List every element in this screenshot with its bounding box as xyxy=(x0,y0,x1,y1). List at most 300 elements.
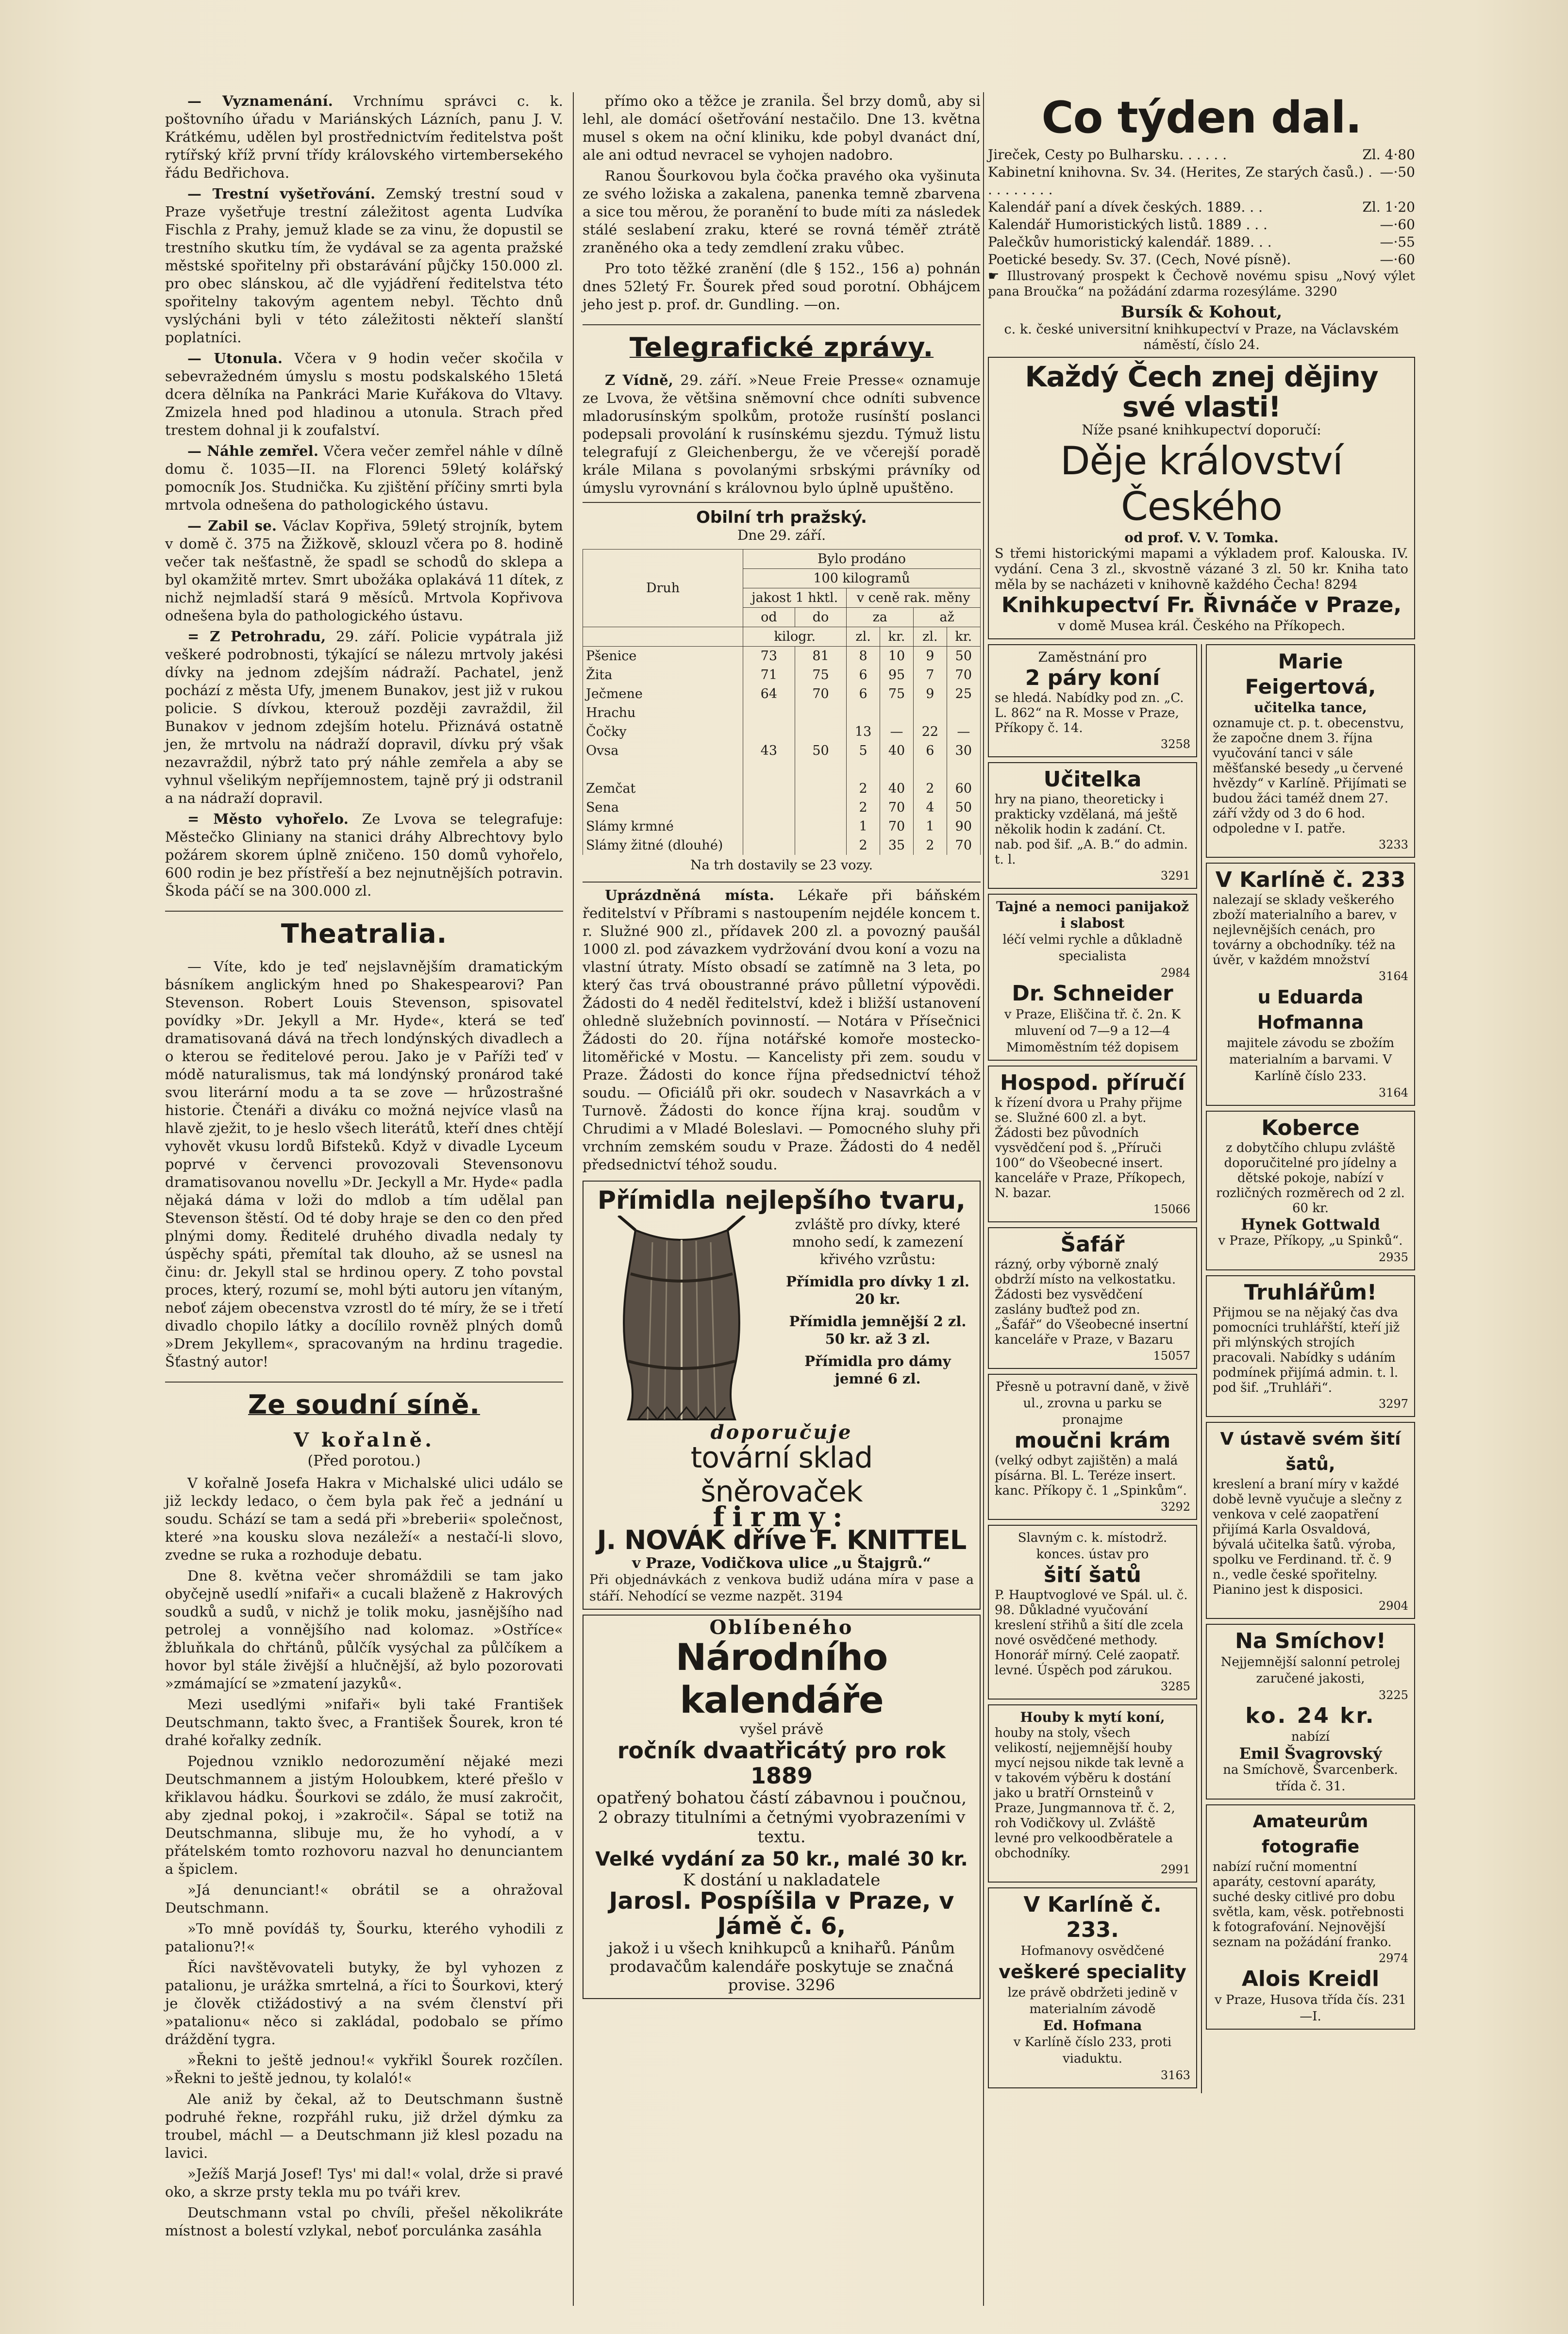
koni-t3: se hledá. Nabídky pod zn. „C. L. 862“ na R. Mosse v Praze, Příkopy č. 14. xyxy=(995,691,1184,735)
news-text: Václav Kopřiva, 59letý strojník, bytem v domě č. 375 na Žižkově, sklouzl včera po 8. hodině večer tak nešťastně, že spadl se schodů do sklepa a byl okamžitě mrtev. Smrt ubožáka oplakává 11 dítek, z nichž nejmladší stará 9 měsíců. Mrtvola Kopřivova odnešena byla do pathologického ústavu. xyxy=(165,517,563,624)
news-lead: — Trestní vyšetřování. xyxy=(187,185,376,202)
karlin-num: 3164 xyxy=(1378,969,1408,983)
news-text: Pro toto těžké zranění (dle § 152., 156 a) pohnán dnes 52letý Fr. Šourek před soud porotní. Obhájcem jeho jest p. prof. dr. Gundling. —on. xyxy=(583,260,981,313)
weekly-note: ☛ Illustrovaný prospekt k Čechově novému spisu „Nový výlet pana Broučka“ na požádání zdarma rozesýláme. 3290 xyxy=(988,269,1415,299)
calendar-l5: opatřený bohatou částí zábavnou i poučnou, 2 obrazy titulními a četnými vyobrazeními v textu. xyxy=(596,1788,967,1847)
calendar-num: 3296 xyxy=(795,1976,835,1994)
market-row xyxy=(583,666,981,684)
news-lead: Z Vídně, xyxy=(605,372,674,388)
theatralia-items xyxy=(165,958,563,1371)
market-cell-do xyxy=(795,836,847,855)
specialty-t5: Ed. Hofmana xyxy=(1043,2017,1142,2034)
market-cell-kr1: 35 xyxy=(880,836,913,855)
news-paragraph xyxy=(165,1567,563,1693)
market-cell-name: Žita xyxy=(583,666,743,684)
market-cell-do: 50 xyxy=(795,741,847,760)
ad-mouka xyxy=(988,1374,1197,1520)
market-cell-zl1: 1 xyxy=(847,817,880,836)
market-col-zl2: zl. xyxy=(914,627,947,647)
ad-smichov xyxy=(1206,1624,1415,1800)
market-cell-name: Hrachu xyxy=(583,703,743,722)
market-cell-od xyxy=(743,760,795,779)
weekly-item-title: Kalendář paní a dívek českých. 1889. . . xyxy=(988,199,1263,215)
market-col-za: za xyxy=(847,608,914,627)
mouka-t1: Přesně u potravní daně, v živě ul., zrovna u parku se pronajme xyxy=(996,1380,1189,1427)
truhlarum-num: 3297 xyxy=(1378,1397,1408,1411)
market-cell-kr1: 75 xyxy=(880,684,913,703)
houby-t2: houby na stoly, všech velikostí, nejjemnější houby mycí nejsou nikde tak levně a v takovém výběru k dostání jako u bratří Ornsteinů v Praze, Jungmannova tř. č. 2, roh Vodičkovy ul. Zvláště levné pro velkoodběratele a obchodníky. xyxy=(995,1726,1184,1861)
market-cell-do xyxy=(795,779,847,798)
tajne-t2: léčí velmi rychle a důkladně specialista xyxy=(1002,933,1183,964)
ucitelka-t1: Učitelka xyxy=(1043,767,1142,792)
news-lead: — Utonula. xyxy=(187,350,283,367)
market-cell-do xyxy=(795,817,847,836)
market-col-do: do xyxy=(795,608,847,627)
news-text: »Ježíš Marjá Josef! Tys' mi dal!« volal, drže si pravé oko, a skrze prsty tekla mu po tváři krev. xyxy=(165,2166,563,2200)
market-cell-name: Sena xyxy=(583,798,743,817)
news-text: 29. září. Policie vypátrala již veškeré podrobnosti, týkající se nálezu mrtvoly jakési dívky na jednom zdejším nádraží. Pachatel, jenž pochází z města Ufy, jmenem Bunakov, jest již v rukou policie. S dívkou, kterouž později zavraždil, žil Bunakov v jednom zdejším hotelu. Přiznává ostatně jen, že mrtvolu na nádraží dopravil, dívku prý však nezavraždil, nýbrž tato prý náhle zemřela a aby se vyhnul všelikým nepříjemnostem, tajně prý ji odstranil a na nádraží dopravil. xyxy=(165,628,563,806)
ad-corset xyxy=(583,1181,981,1610)
market-cell-od xyxy=(743,798,795,817)
weekly-firm2: c. k. české universitní knihkupectví v Praze, na Václavském náměstí, číslo 24. xyxy=(1004,322,1399,352)
column-rule xyxy=(573,92,574,2306)
news-paragraph xyxy=(165,2204,563,2240)
small-ads-right xyxy=(1206,644,1415,2093)
market-cell-kr2 xyxy=(947,703,980,722)
market-cell-kr2 xyxy=(947,760,980,779)
column-2 xyxy=(583,92,981,2004)
court-heading: Ze soudní síně. xyxy=(165,1382,563,1420)
specialty-num: 3163 xyxy=(1160,2068,1190,2082)
market-col-od: od xyxy=(743,608,795,627)
news-text: Vrchnímu správci c. k. poštovního úřadu v Mariánských Lázních, panu J. V. Krátkému, udělen byl prostřednictvím ředitelstva pošt rytířský kříž první třídy královského virtembersekého řádu Bedřichova. xyxy=(165,93,564,181)
market-cell-zl1: 8 xyxy=(847,647,880,666)
news-paragraph xyxy=(165,1920,563,1956)
houby-t1: Houby k mytí koní, xyxy=(1020,1709,1165,1725)
truhlarum-t2: Přijmou se na nějaký čas dva pomocníci truhlářští, kteří již při mlýnských strojích pracovali. Nabídky s udáním podmínek přijímá admin. t. l. pod šif. „Truhláři“. xyxy=(1213,1305,1400,1395)
news-paragraph xyxy=(583,260,981,314)
tajne-t1: Tajné a nemoci panijakož i slabost xyxy=(996,899,1189,931)
mouka-t3: (velký odbyt zajištěn) a malá písárna. Bl. L. Teréze insert. kanc. Příkopy č. 1 „Spinkům“. xyxy=(995,1453,1187,1498)
ad-safar xyxy=(988,1227,1197,1369)
news-text: V kořalně Josefa Hakra v Michalské ulici událo se již leckdy ledaco, o čem byla pak řeč a jednání u soudu. Schází se tam a sedá při »breberii« společnost, které »na kousku slova nezáleží« a nestačí-li slovo, zvedne se ruka a rozhoduje debatu. xyxy=(165,1475,563,1563)
market-cell-do xyxy=(795,722,847,741)
koni-num: 3258 xyxy=(1160,737,1190,751)
news-lead: Uprázdněná místa. xyxy=(605,887,774,903)
market-cell-zl1: 13 xyxy=(847,722,880,741)
koni-t2: 2 páry koní xyxy=(1025,666,1160,690)
market-cell-od: 73 xyxy=(743,647,795,666)
market-row xyxy=(583,817,981,836)
calendar-l2: Národního kalendáře xyxy=(675,1635,888,1721)
market-cell-zl2: 1 xyxy=(914,817,947,836)
karlin-t4: majitele závodu se zbožím materialním a barvami. V Karlíně číslo 233. xyxy=(1226,1036,1395,1084)
market-cell-kr1: 70 xyxy=(880,798,913,817)
news-paragraph xyxy=(165,1696,563,1750)
market-col-zl: zl. xyxy=(847,627,880,647)
sitisatu-t1: Slavným c. k. místodrž. konces. ústav pro xyxy=(1018,1531,1168,1562)
corset-lines xyxy=(782,1216,974,1392)
weekly-item-price: Zl. 1·20 xyxy=(1362,199,1415,215)
karlin-t3: u Eduarda Hofmanna xyxy=(1257,986,1364,1033)
news-text: Ale aniž by čekal, až to Deutschmann šustně podruhé řekne, rozpřáhl ruku, již držel dýmku za troubel, máchl — a Deutschmann již klesl pozadu na lavici. xyxy=(165,2091,563,2161)
market-cell-do: 70 xyxy=(795,684,847,703)
corset-line: Přímidla pro dámy jemné 6 zl. xyxy=(804,1353,951,1387)
corset-name: J. NOVÁK dříve F. KNITTEL xyxy=(597,1525,967,1555)
ad-feigertova xyxy=(1206,644,1415,858)
market-cell-kr1: 40 xyxy=(880,779,913,798)
tajne-t4: v Praze, Eliščina tř. č. 2n. K mluvení od 7—9 a 12—4 Mimoměstním též dopisem xyxy=(1004,1007,1181,1055)
corset-factory1: tovární sklad xyxy=(690,1441,873,1475)
market-cell-kr1: — xyxy=(880,722,913,741)
corset-factory2: šněrovaček xyxy=(701,1475,863,1509)
koberce-t2: z dobytčího chlupu zvláště doporučitelné pro jídelny a dětské pokoje, nabízí v rozličných rozměrech od 2 zl. 60 kr. xyxy=(1216,1141,1405,1216)
safar-num: 15057 xyxy=(1153,1349,1190,1363)
market-cell-do: 81 xyxy=(795,647,847,666)
court-subheading: V kořalně. xyxy=(294,1429,434,1451)
smichov-t6: na Smíchově, Švarcenberk. třída č. 31. xyxy=(1223,1763,1398,1794)
news-paragraph xyxy=(165,442,563,514)
news-text: 29. září. »Neue Freie Presse« oznamuje ze Lvova, že většina sněmovní chce odníti subvence mladorusínským spolkům, protože rusínští poslanci podepsali provolání k rusínskému sjezdu. Týmuž listu telegrafují z Gleichenbergu, že ve včerejší poradě krále Milana s povolanými srbskými právníky od úmyslu vyrovnání s královnou bylo úplně upuštěno. xyxy=(583,372,981,496)
weekly-firm: Bursík & Kohout, xyxy=(1120,302,1283,322)
karlin-num2: 3164 xyxy=(1378,1086,1408,1100)
calendar-l3: vyšel právě xyxy=(739,1721,824,1738)
news-paragraph xyxy=(165,1881,563,1917)
market-cell-kr2: 90 xyxy=(947,817,980,836)
foto-t3: Alois Kreidl xyxy=(1241,1967,1380,1991)
corset-line: Přímidla pro dívky 1 zl. 20 kr. xyxy=(785,1273,970,1307)
weekly-item-title: Palečkův humoristický kalendář. 1889. . . xyxy=(988,234,1272,250)
foto-t4: v Praze, Husova třída čís. 231—I. xyxy=(1215,1993,1406,2024)
koberce-t4: v Praze, Příkopy, „u Spinků“. xyxy=(1218,1234,1403,1248)
hospod-t1: Hospod. příručí xyxy=(1000,1070,1185,1095)
small-ads xyxy=(988,644,1415,2093)
dejiny-l5-text: S třemi historickými mapami a výkladem prof. Kalouska. IV. vydání. Cena 3 zl., skvostně vázané 3 zl. 50 kr. Kniha tato měla by se nacházeti v knihovně každého Čecha! xyxy=(995,546,1408,592)
market-cell-od xyxy=(743,817,795,836)
feigertova-t1: Marie Feigertová, xyxy=(1245,650,1376,699)
safar-t2: rázný, orby výborně znalý obdrží místo na velkostatku. Žádosti bez vysvědčení zaslány buďtež pod zn. „Šafář“ do Všeobecné insertní kanceláře v Praze, v Bazaru xyxy=(995,1257,1188,1347)
corset-note xyxy=(589,1572,974,1605)
news-text: Lékaře při báňském ředitelství v Příbrami s nastoupením nejdéle koncem t. r. Služné 900 zl., přídavek 200 zl. a povozný paušál 1000 zl. pod závazkem vydržování dvou koní a vozu na vlastní útraty. Místo obsadí se zatímně na 3 leta, po který čas trvá oboustranné právo půlletní výpovědi. Žádosti do 4 neděl ředitelství, kdež i bližší ustanovení ohledně služebních povinností. — Notára v Přísečnici Žádosti do 20. října notářské komoře mostecko-litoměřické v Mostu. — Kancelisty při zem. soudu v Praze. Žádosti do konce října předsednictví téhož soudu. — Oficiálů při okr. soudech v Nasavrkách a v Turnově. Žádosti do konce října kraj. soudům v Chrudimi a v Mladé Boleslavi. — Pomocného sluhy při vrchním zemském soudu v Praze. Žádosti do 4 neděl předsednictví téhož soudu. xyxy=(583,887,981,1173)
mouka-t2: moučni krám xyxy=(1014,1428,1171,1453)
koni-t1: Zaměstnání pro xyxy=(1038,649,1147,665)
satu-num: 2904 xyxy=(1378,1599,1408,1613)
calendar-l1: Oblíbeného xyxy=(709,1616,854,1639)
weekly-item-price: Zl. 4·80 xyxy=(1362,147,1415,163)
market-cell-kr2: 50 xyxy=(947,647,980,666)
specialty-t4: lze právě obdržeti jedině v materialním závodě xyxy=(1007,1985,1178,2017)
market-col-az: až xyxy=(914,608,981,627)
weekly-headline: Co týden dal. xyxy=(1041,92,1362,143)
market-col-jakost: jakost 1 hktl. xyxy=(743,588,847,608)
calendar-l9-text: jakož i u všech knihkupců a knihařů. Pánům prodavačům kalendáře poskytuje se značná provise. xyxy=(608,1939,955,1994)
vacancies xyxy=(583,882,981,1174)
market-row xyxy=(583,836,981,855)
theatralia-heading: Theatralia. xyxy=(165,911,563,949)
specialty-t3: veškeré speciality xyxy=(999,1961,1186,1983)
mouka-num: 3292 xyxy=(1160,1500,1190,1514)
ad-koni xyxy=(988,644,1197,757)
market-table xyxy=(583,549,981,855)
market-cell-kr2: 60 xyxy=(947,779,980,798)
telegraph-items xyxy=(583,371,981,497)
market-cell-od xyxy=(743,779,795,798)
market-cell-name xyxy=(583,760,743,779)
weekly-item xyxy=(988,199,1415,216)
ad-koberce xyxy=(1206,1111,1415,1270)
specialty-t2: Hofmanovy osvědčené xyxy=(1020,1944,1165,1958)
tajne-num: 2984 xyxy=(1160,966,1190,980)
weekly-item xyxy=(988,251,1415,268)
smichov-t2: Nejjemnější salonní petrolej zaručené jakosti, xyxy=(1220,1655,1401,1686)
market-cell-zl2 xyxy=(914,760,947,779)
news-text: Ze Lvova se telegrafuje: Městečko Gliniany na stanici dráhy Albrechtovy bylo požárem skorem úplně zničeno. 150 domů vyhořelo, 600 rodin je bez přístřeší a bez nejnutnějších potravin. Škoda páčí se na 300.000 zl. xyxy=(165,811,563,899)
market-cell-zl1: 5 xyxy=(847,741,880,760)
market-col-kr: kr. xyxy=(880,627,913,647)
news-text: Pojednou vzniklo nedorozumění nějaké mezi Deutschmannem a jistým Holoubkem, které přešlo v křiklavou hádku. Šourkovi se zdálo, že musí zakročit, aby zjednal pokoj, i »zakročil«. Sápal se totiž na Deutschmanna, slibuje mu, že ho vyhodí, a v přátelském tomto rozhovoru nazval ho denunciantem a špiclem. xyxy=(165,1753,563,1877)
market-cell-kr2: 50 xyxy=(947,798,980,817)
market-cell-kr1 xyxy=(880,703,913,722)
market-cell-zl1: 2 xyxy=(847,798,880,817)
houby-num: 2991 xyxy=(1160,1863,1190,1876)
market-cell-name: Zemčat xyxy=(583,779,743,798)
news-lead: — Vyznamenání. xyxy=(187,93,334,109)
weekly-item-title: Kabinetní knihovna. Sv. 34. (Herites, Ze starých časů.) . . . . . . . . . xyxy=(988,164,1373,198)
market-cell-zl1: 2 xyxy=(847,836,880,855)
calendar-l4: ročník dvaatřicátý pro rok 1889 xyxy=(617,1737,946,1789)
market-cell-do xyxy=(795,703,847,722)
market-col-druh: Druh xyxy=(583,550,743,627)
calendar-l6: Velké vydání za 50 kr., malé 30 kr. xyxy=(595,1848,968,1870)
news-paragraph xyxy=(165,185,563,347)
calendar-l9 xyxy=(589,1939,974,1994)
hospod-num: 15066 xyxy=(1153,1202,1190,1216)
market-cell-name: Pšenice xyxy=(583,647,743,666)
market-row xyxy=(583,722,981,741)
news-items xyxy=(165,92,563,900)
market-cell-kr2: 30 xyxy=(947,741,980,760)
corset-recommend: doporučuje xyxy=(710,1421,853,1444)
market-cell-od: 64 xyxy=(743,684,795,703)
market-cell-name: Slámy krmné xyxy=(583,817,743,836)
corset-firmy: firmy: xyxy=(713,1501,851,1533)
sitisatu-t3: P. Hauptvoglové ve Spál. ul. č. 98. Důkladné vyučování kreslení střihů a šití dle zcela nové osvědčené methody. Honorář mírný. Celé zaopatř. levné. Úspěch pod zárukou. xyxy=(995,1588,1188,1678)
court-items xyxy=(165,1474,563,2240)
market-cell-kr2: 70 xyxy=(947,666,980,684)
sitisatu-t2: šití šatů xyxy=(1044,1563,1141,1587)
news-paragraph xyxy=(165,350,563,439)
corset-num: 3194 xyxy=(810,1589,843,1604)
news-text: Včera večer zemřel náhle v dílně domu č. 1035—II. na Florenci 59letý kolářský pomocník Jos. Studnička. Ku zjištění příčiny smrti byla mrtvola odnešena do pathologického ústavu. xyxy=(165,443,563,513)
ad-calendar xyxy=(583,1615,981,1999)
news-paragraph xyxy=(165,517,563,625)
news-lead: — Náhle zemřel. xyxy=(187,443,319,459)
smichov-t1: Na Smíchov! xyxy=(1235,1629,1386,1653)
news-paragraph xyxy=(165,92,563,182)
calendar-l7: K dostání u nakladatele xyxy=(683,1870,881,1890)
market-cell-zl2: 9 xyxy=(914,684,947,703)
weekly-item xyxy=(988,164,1415,199)
ad-foto xyxy=(1206,1804,1415,2030)
market-row xyxy=(583,703,981,722)
satu-t1: V ústavě svém šití šatů, xyxy=(1220,1429,1401,1474)
market-col-cene: v ceně rak. měny xyxy=(847,588,981,608)
koberce-t1: Koberce xyxy=(1261,1116,1360,1140)
small-ads-left xyxy=(988,644,1202,2093)
smichov-t4: nabízí xyxy=(1291,1730,1330,1744)
dejiny-l3: Děje království Českého xyxy=(1060,438,1343,529)
corset-line: Přímidla jemnější 2 zl. 50 kr. až 3 zl. xyxy=(789,1313,967,1347)
news-text: Ranou Šourkovou byla čočka pravého oka vyšinuta ze svého ložiska a zakalena, panenka temně zbarvena a sice tou měrou, že poranění to bude míti za následek stálé seslabení zraku, které se rovná téměř ztrátě zraněného oka a tedy zemdlení zraku vůbec. xyxy=(583,167,981,256)
market-cell-kr2: — xyxy=(947,722,980,741)
dejiny-num: 8294 xyxy=(1324,577,1358,592)
column-rule xyxy=(983,92,984,2306)
market-row xyxy=(583,760,981,779)
news-paragraph xyxy=(583,886,981,1174)
news-text: Dne 8. května večer shromáždili se tam jako obyčejně usedlí »nifaři« a cucali blaženě z Hakrových soudků a sudů, v nichž je tolik moku, jasnějšího nad petrolej a vonnějšího nad kolomaz. »Ostříce« žbluňkala do chřtánů, půlčík vysýchal za půlčíkem a hovor byl stále živější a hlučnější, až bylo pozorovati »zmámající se »zmatení jazyků«. xyxy=(165,1567,563,1692)
satu-t2: kreslení a braní míry v každé době levně vyučuje a slečny z venkova v celé zaopatření přijímá Karla Osvaldová, bývalá učitelka šatů. výroba, spolku ve Ferdinand. tř. č. 9 n., vedle české spořitelny. Pianino jest k disposici. xyxy=(1213,1477,1402,1597)
weekly-note-text: Illustrovaný prospekt k Čechově novému spisu „Nový výlet pana Broučka“ na požádání zdarma rozesýláme. xyxy=(988,269,1415,299)
weekly-item-price: —·60 xyxy=(1380,217,1415,233)
market-cell-od: 43 xyxy=(743,741,795,760)
ad-satu xyxy=(1206,1422,1415,1619)
smichov-t3: ko. 24 kr. xyxy=(1245,1703,1376,1728)
safar-t1: Šafář xyxy=(1060,1232,1125,1257)
news-text: »To mně povídáš ty, Šourku, kterého vyhodili z patalionu?!« xyxy=(165,1920,563,1955)
ad-dejiny xyxy=(988,357,1415,639)
market-cell-zl2 xyxy=(914,703,947,722)
market-cell-od xyxy=(743,836,795,855)
market-col-kr2: kr. xyxy=(947,627,980,647)
news-paragraph xyxy=(165,2090,563,2162)
market-row xyxy=(583,779,981,798)
weekly-item xyxy=(988,233,1415,251)
weekly-item-price: —·55 xyxy=(1380,234,1415,250)
news-lead: — Zabil se. xyxy=(187,517,277,534)
hospod-t2: k řízení dvora u Prahy přijme se. Služné 600 zl. a byt. Žádosti bez původních vysvědčení pod š. „Příruči 100“ do Všeobecné insert. kanceláře v Praze, Příkopech, N. bazar. xyxy=(995,1096,1186,1200)
market-cell-name: Ječmene xyxy=(583,684,743,703)
news-text: — Víte, kdo je teď nejslavnějším dramatickým básníkem anglickým hned po Shakespearovi? Pan Stevenson. Robert Louis Stevenson, spisovatel povídky »Dr. Jekyll a Mr. Hyde«, která se teď dramatisovaná dává na třech londýnských divadlech a o kterou se ředitelové perou. Jako je v Paříži teď v módě naturalismus, tak má londýnský pronárod také svou literární modu a ta se zove — hrůzostrašné historie. Čtenáři a diváku co možná nejvíce vlasů na hlavě zježit, to je heslo všech literátů, kteří dnes chtějí vyhovět vkusu lordů Bifsteků. Když v divadle Lyceum poprvé v červenci provozovali Stevensonovu dramatisovanou novellu »Dr. Jeckyll a Mr. Hyde« padla nějaká dáma v loži do mdlob a tím udělal pan Stevenson štěstí. Od té doby hraje se den co den před plnými domy. Ředitelé druhého divadla nedaly ty úspěchy spáti, přemítal tak dlouho, až se usnesl na činu: dr. Jekyll stal se hrdinou opery. Z toho povstal proces, který, rozumí se, mohl býti autoru jen vítaným, neboť zájem obecenstva vzrostl do té míry, že se i třetí divadlo chopilo látky a docílilo rovněž plných domů »Drem Jekyllem«, spracovaným na hrdinu tragedie. Šťastný autor! xyxy=(165,958,563,1370)
weekly-item xyxy=(988,146,1415,164)
telegraph-heading: Telegrafické zprávy. xyxy=(583,324,981,363)
dejiny-l6: Knihkupectví Fr. Řivnáče v Praze, xyxy=(1001,593,1402,617)
ad-houby xyxy=(988,1704,1197,1883)
market-cell-kr1: 40 xyxy=(880,741,913,760)
market-row xyxy=(583,684,981,703)
market-cell-name: Slámy žitné (dlouhé) xyxy=(583,836,743,855)
corset-title: Přímidla nejlepšího tvaru, xyxy=(597,1186,966,1215)
news-paragraph xyxy=(583,371,981,497)
weekly-item xyxy=(988,216,1415,233)
news-paragraph xyxy=(583,167,981,257)
market-cell-kr2: 25 xyxy=(947,684,980,703)
dejiny-l5 xyxy=(995,546,1408,593)
ad-hospod xyxy=(988,1066,1197,1222)
weekly-item-title: Kalendář Humoristických listů. 1889 . . . xyxy=(988,217,1268,233)
market-row xyxy=(583,647,981,666)
court-note: (Před porotou.) xyxy=(307,1452,421,1469)
foto-t2: nabízí ruční momentní aparáty, cestovní aparáty, suché desky citlivé pro dobu světla, kam, věsk. potřebnosti k fotografování. Nejnovější seznam na požádání franko. xyxy=(1213,1860,1404,1950)
specialty-t1: V Karlíně č. 233. xyxy=(1023,1892,1162,1942)
news-text: Včera v 9 hodin večer skočila v sebevražedném úmyslu s mostu podskalského 15letá dcera dělníka na Pankráci Marie Kuřákova do Vltavy. Zmizela hned pod hladinou a utonula. Strach před trestem dohnal ji k zoufalství. xyxy=(165,350,564,438)
market-cell-zl1 xyxy=(847,760,880,779)
market-cell-zl1 xyxy=(847,703,880,722)
market-cell-do xyxy=(795,760,847,779)
feigertova-t3: oznamuje ct. p. t. obecenstvu, že započne dnem 3. října vyučování tanci v sále měšťanské besedy „u červené hvězdy“ v Karlíně. Přijímati se budou žáci taméž dnem 27. září vždy od 3 do 6 hod. odpoledne v I. patře. xyxy=(1213,716,1407,836)
market-cell-od: 71 xyxy=(743,666,795,684)
corset-line: zvláště pro dívky, které mnoho sedí, k zamezení křivého vzrůstu: xyxy=(792,1216,963,1267)
ad-specialty xyxy=(988,1887,1197,2088)
market-cell-zl2: 6 xyxy=(914,741,947,760)
market-note: Na trh dostavily se 23 vozy. xyxy=(690,858,873,873)
ad-truhlarum xyxy=(1206,1275,1415,1417)
news-text: »Řekni to ještě jednou!« vykřikl Šourek rozčílen. »Řekni to ještě jednou, ty kolaló!« xyxy=(165,2052,563,2086)
market-col-100kg: 100 kilogramů xyxy=(743,569,981,588)
feigertova-t2: učitelka tance, xyxy=(1254,700,1367,716)
court-continued xyxy=(583,92,981,314)
ucitelka-t2: hry na piano, theoreticky i prakticky vzdělaná, má ještě několik hodin k zadání. Ct. nab. pod šif. „A. B.“ do admin. t. l. xyxy=(995,792,1188,867)
market-cell-do xyxy=(795,798,847,817)
market-row xyxy=(583,798,981,817)
calendar-l8: Jarosl. Pospíšila v Praze, v Jámě č. 6, xyxy=(609,1887,954,1940)
market-cell-od xyxy=(743,703,795,722)
market-cell-name: Ovsa xyxy=(583,741,743,760)
column-1 xyxy=(165,92,563,2243)
weekly-item-title: Poetické besedy. Sv. 37. (Cech, Nové písně). xyxy=(988,251,1291,267)
news-paragraph xyxy=(583,92,981,164)
news-text: Říci navštěvovateli butyky, že byl vyhozen z patalionu, je urážka smrtelná, a říci to Šourkovi, který je člověk ctižádostivý a na svém členství při »patalionu« něco si zakládal, podobalo se přímo dráždění tygra. xyxy=(165,1959,563,2048)
dejiny-l1: Každý Čech znej dějiny své vlasti! xyxy=(1025,360,1378,423)
dejiny-l2: Níže psané knihkupectví doporučí: xyxy=(1082,422,1321,438)
news-text: Zemský trestní soud v Praze vyšetřuje trestní záležitost agenta Ludvíka Fischla z Prahy, jemuž klade se za vinu, že dopustil se trestního skutku tím, že vydával se za agenta pražské městské spořitelny při obstarávání půjčky 150.000 zl. pro obec slánskou, ač dle vyjádření ředitelstva této spořitelny takovým agentem nebyl. Těchto dnů vyslýcháni byli v této záležitosti někteří slanští poplatníci. xyxy=(165,185,563,346)
news-lead: = Město vyhořelo. xyxy=(187,811,349,827)
dejiny-l4: od prof. V. V. Tomka. xyxy=(1124,530,1279,546)
corset-note-text: Při objednávkách z venkova budiž udána míra v pase a stáří. Nehodící se vezme nazpět. xyxy=(589,1572,974,1604)
smichov-t5: Emil Švagrovský xyxy=(1239,1744,1382,1763)
news-text: přímo oko a těžce je zranila. Šel brzy domů, aby si lehl, ale domácí ošetřování nestačilo. Dne 13. května musel s okem na oční kliniku, kde pobyl dvanáct dní, ale ani odtud nevracel se vyhojen nadobro. xyxy=(583,93,981,163)
market-cell-kr1 xyxy=(880,760,913,779)
market-date: Dne 29. září. xyxy=(737,527,826,543)
news-paragraph xyxy=(165,1752,563,1878)
ad-tajne xyxy=(988,894,1197,1061)
specialty-t6: v Karlíně číslo 233, proti viaduktu. xyxy=(1013,2035,1172,2066)
karlin-t2: nalezají se sklady veškerého zboží materialního a barev, v nejlevnějších cenách, pro továrny a obchodníky. též na úvěr, v každém množství xyxy=(1213,893,1397,967)
weekly-num: 3290 xyxy=(1304,284,1337,299)
market-col-kilogr: kilogr. xyxy=(743,627,847,647)
ad-ucitelka xyxy=(988,762,1197,889)
market-title: Obilní trh pražský. xyxy=(696,508,867,527)
news-text: Mezi usedlými »nifaři« byli také František Deutschmann, takto švec, a František Šourek, kron té drahé kořalky zedník. xyxy=(165,1696,563,1749)
news-paragraph xyxy=(165,628,563,807)
news-text: »Já denunciant!« obrátil se a ohražoval Deutschmann. xyxy=(165,1882,563,1916)
column-3 xyxy=(988,92,1415,2093)
weekly-item-title: Jireček, Cesty po Bulharsku. . . . . . xyxy=(988,147,1227,163)
koberce-num: 2935 xyxy=(1378,1250,1408,1264)
news-lead: = Z Petrohradu, xyxy=(187,628,326,645)
ucitelka-num: 3291 xyxy=(1160,869,1190,883)
feigertova-num: 3233 xyxy=(1378,838,1408,851)
market-cell-kr2: 70 xyxy=(947,836,980,855)
market-cell-zl2: 7 xyxy=(914,666,947,684)
market-cell-zl2: 2 xyxy=(914,779,947,798)
market-cell-zl1: 6 xyxy=(847,666,880,684)
market-cell-kr1: 70 xyxy=(880,817,913,836)
tajne-t3: Dr. Schneider xyxy=(1012,981,1173,1006)
truhlarum-t1: Truhlářům! xyxy=(1244,1280,1377,1305)
market-cell-do: 75 xyxy=(795,666,847,684)
market-cell-zl2: 22 xyxy=(914,722,947,741)
weekly-list xyxy=(988,146,1415,268)
